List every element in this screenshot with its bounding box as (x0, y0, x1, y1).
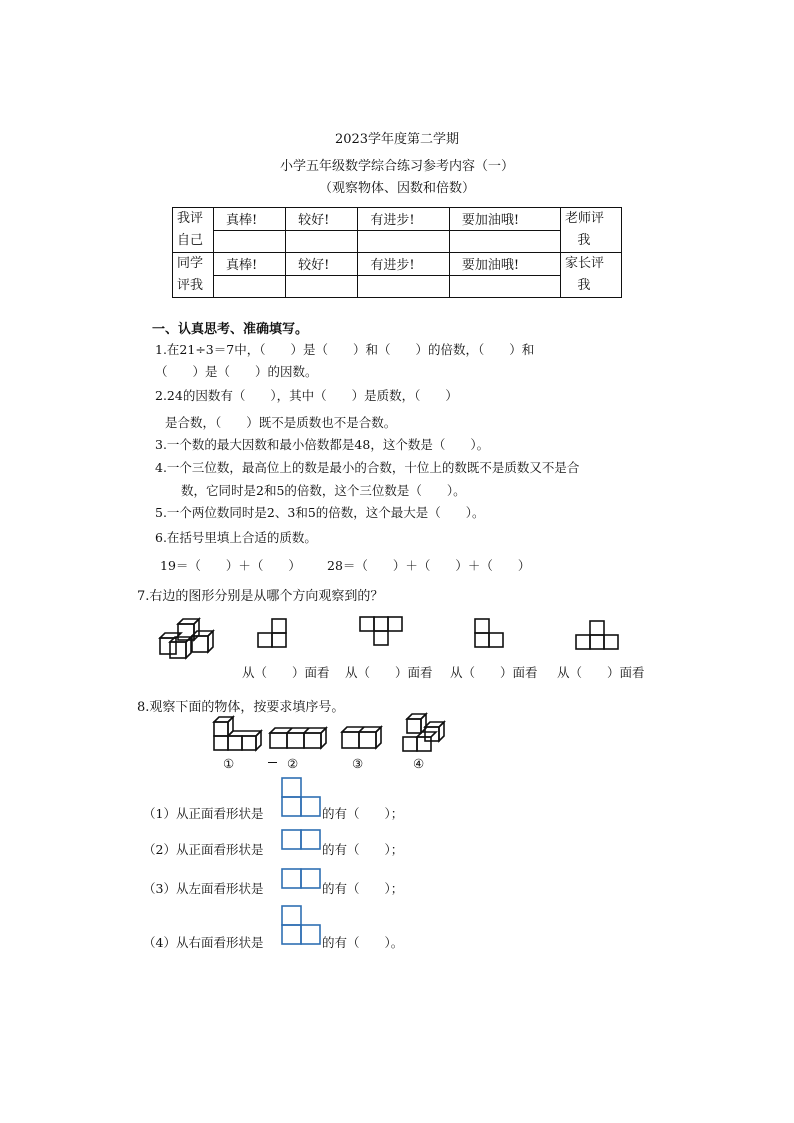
parent-eval-label: 家长评 我 (561, 253, 622, 298)
q7-view-figure-4 (575, 620, 621, 652)
grade-good: 较好! (286, 208, 358, 231)
q8-label-1: ① (223, 756, 235, 771)
peer-eval-label: 同学 评我 (173, 253, 214, 298)
eval-cell[interactable] (449, 275, 560, 298)
q8-item-4-suffix: 的有（ ）。 (322, 935, 404, 950)
question-6-equation-1: 19＝（ ）＋（ ） (160, 558, 301, 573)
eval-cell[interactable] (286, 275, 358, 298)
eval-cell[interactable] (214, 275, 286, 298)
question-6-equation-2: 28＝（ ）＋（ ）＋（ ） (327, 558, 531, 573)
question-7: 7.右边的图形分别是从哪个方向观察到的？ (137, 589, 384, 604)
question-5: 5.一个两位数同时是2、3和5的倍数，这个最大是（ ）。 (155, 505, 485, 520)
question-3: 3.一个数的最大因数和最小倍数都是48，这个数是（ ）。 (155, 437, 490, 452)
q8-label-3: ③ (352, 756, 364, 771)
q7-view-figure-2 (359, 616, 405, 648)
question-4-line1: 4.一个三位数，最高位上的数是最小的合数，十位上的数既不是质数又不是合 (155, 460, 580, 475)
q8-item-3-suffix: 的有（ ）； (322, 881, 404, 896)
self-eval-label: 我评 自己 (173, 208, 214, 253)
q8-item-1-prefix: （1）从正面看形状是 (143, 806, 264, 821)
question-8: 8.观察下面的物体，按要求填序号。 (137, 700, 345, 715)
q8-item-2-shape-icon (281, 829, 323, 853)
grade-good: 较好! (286, 253, 358, 276)
eval-cell[interactable] (358, 275, 450, 298)
q8-object-1-figure (212, 716, 262, 756)
q7-answer-1: 从（ ）面看 (242, 665, 330, 680)
eval-cell[interactable] (286, 230, 358, 253)
page-subtitle: 小学五年级数学综合练习参考内容（一） (279, 159, 514, 174)
question-2-line1: 2.24的因数有（ ），其中（ ）是质数，（ ） (155, 388, 458, 403)
eval-cell[interactable] (358, 230, 450, 253)
grade-progress: 有进步! (358, 208, 450, 231)
q7-cube-stack-figure (158, 618, 218, 662)
question-2-line2: 是合数，（ ）既不是质数也不是合数。 (165, 415, 397, 430)
q8-object-3-figure (340, 725, 386, 755)
q8-item-2-suffix: 的有（ ）； (322, 842, 404, 857)
q8-item-4-prefix: （4）从右面看形状是 (143, 935, 264, 950)
q7-view-figure-1 (258, 618, 290, 650)
q8-item-3-prefix: （3）从左面看形状是 (143, 881, 264, 896)
evaluation-table (172, 207, 622, 298)
q7-answer-3: 从（ ）面看 (450, 665, 538, 680)
q7-answer-2: 从（ ）面看 (345, 665, 433, 680)
grade-progress: 有进步! (358, 253, 450, 276)
q8-object-4-figure (401, 713, 449, 755)
q8-label-4: ④ (413, 756, 425, 771)
q7-answer-4: 从（ ）面看 (557, 665, 645, 680)
q8-item-3-shape-icon (281, 868, 323, 892)
question-1-line1: 1.在21÷3＝7中，（ ）是（ ）和（ ）的倍数，（ ）和 (155, 342, 535, 357)
eval-cell[interactable] (449, 230, 560, 253)
q8-label-2: ② (287, 756, 299, 771)
q8-item-4-shape-icon (281, 905, 323, 947)
q8-item-2-prefix: （2）从正面看形状是 (143, 842, 264, 857)
teacher-eval-label: 老师评 我 (561, 208, 622, 253)
q7-view-figure-3 (474, 618, 506, 650)
q8-object-2-figure (268, 726, 328, 754)
topic-title: （观察物体、因数和倍数） (318, 181, 475, 196)
section-heading: 一、认真思考、准确填写。 (152, 322, 309, 337)
question-4-line2: 数，它同时是2和5的倍数，这个三位数是（ ）。 (181, 483, 466, 498)
question-1-line2: （ ）是（ ）的因数。 (155, 364, 318, 379)
grade-great: 真棒! (214, 253, 286, 276)
grade-try-harder: 要加油哦! (449, 253, 560, 276)
year-title: 2023学年度第二学期 (334, 132, 460, 147)
dash-mark (268, 762, 277, 763)
eval-cell[interactable] (214, 230, 286, 253)
grade-try-harder: 要加油哦! (449, 208, 560, 231)
q8-item-1-shape-icon (281, 777, 323, 819)
q8-item-1-suffix: 的有（ ）； (322, 806, 404, 821)
grade-great: 真棒! (214, 208, 286, 231)
question-6: 6.在括号里填上合适的质数。 (155, 530, 317, 545)
